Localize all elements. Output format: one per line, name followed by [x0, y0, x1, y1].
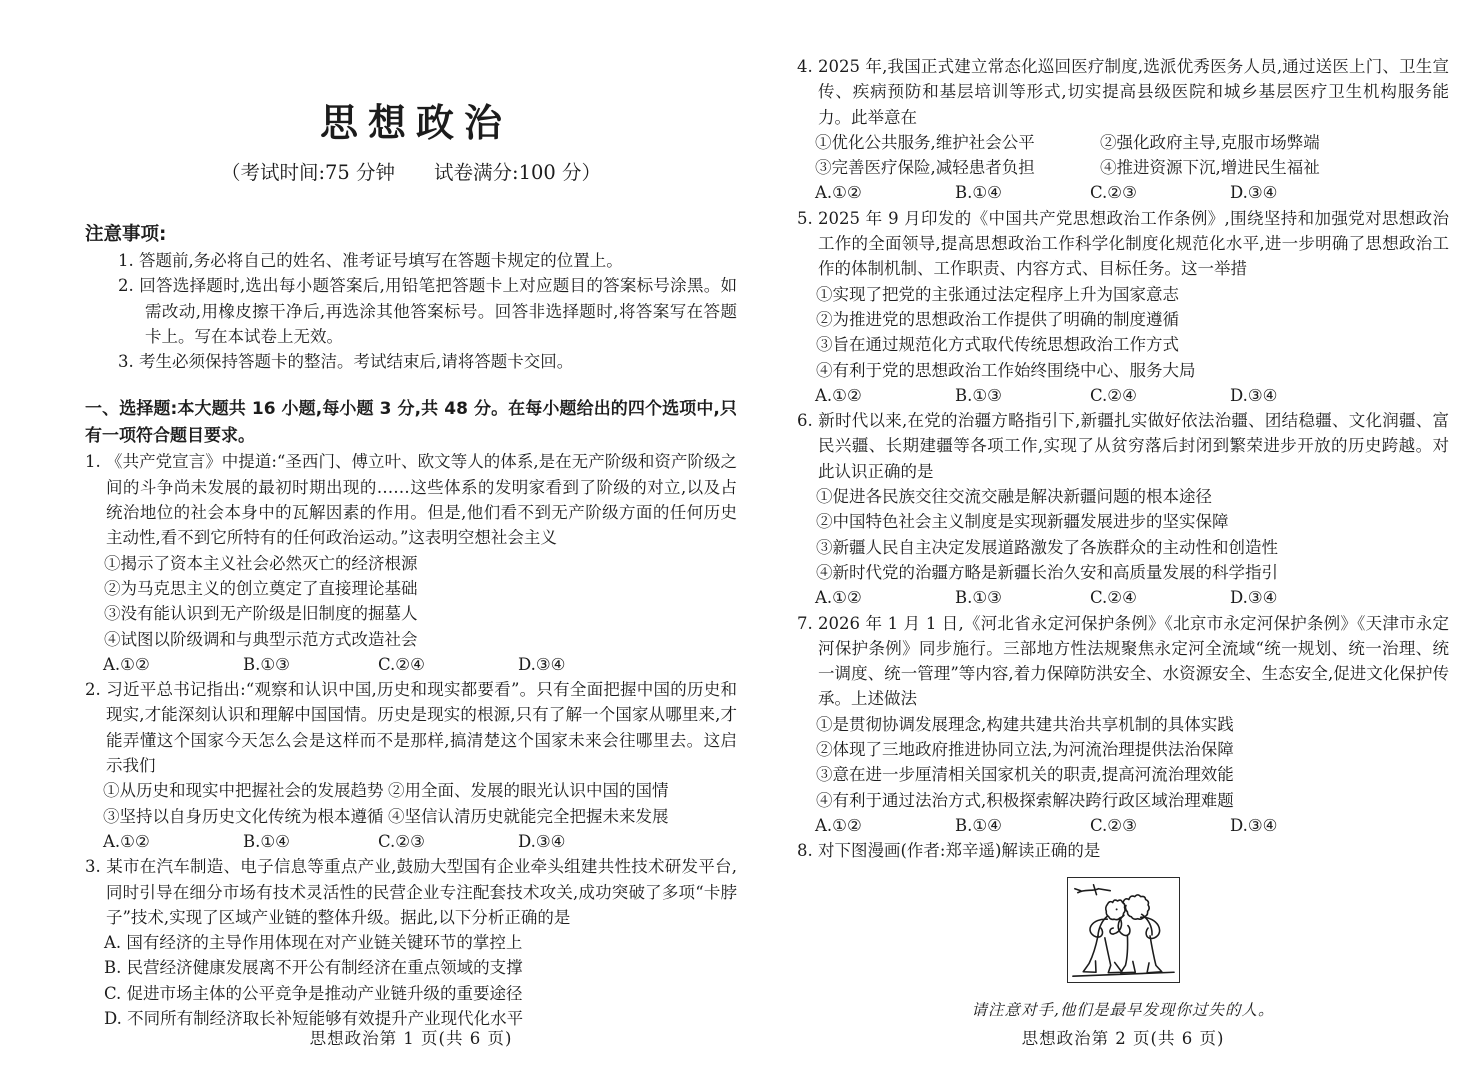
question-list-1 [85, 449, 737, 1031]
choice: D.③④ [1230, 588, 1278, 608]
option-item: ①促进各民族交往交流交融是解决新疆问题的根本途径 [816, 487, 1212, 507]
question-number: 8. [797, 841, 813, 861]
option-item: ②体现了三地政府推进协同立法,为河流治理提供法治保障 [816, 740, 1234, 760]
choice-row [85, 829, 737, 854]
choice: C.②③ [378, 831, 425, 851]
option-item: ②中国特色社会主义制度是实现新疆发展进步的坚实保障 [816, 512, 1229, 532]
page-title: 思想政治 [319, 101, 512, 145]
question-number: 7. [797, 613, 813, 633]
option-item-row [797, 155, 1449, 180]
question-stem: 7. 2026 年 1 月 1 日,《河北省永定河保护条例》《北京市永定河保护条例》《天津市永定河保护条例》同步施行。三部地方性法规聚焦永定河全流域“统一规划、统一治理、统一调度、统一管理”等内容,着力保障防洪安全、水资源安全、生态安全,促进文化保护传承。上述做法 [797, 611, 1449, 712]
fly-doodle [1074, 884, 1109, 894]
choice-row [797, 585, 1449, 610]
option-line: D. 不同所有制经济取长补短能够有效提升产业现代化水平 [104, 1009, 524, 1029]
page-footer-1: 思想政治第 1 页(共 6 页) [309, 1029, 513, 1048]
left-figure [1083, 900, 1125, 973]
choice: A.①② [815, 588, 862, 608]
section-heading: 一、选择题:本大题共 16 小题,每小题 3 分,共 48 分。在每小题给出的四个选项中,只有一项符合题目要求。 [85, 399, 737, 446]
choice: A.①② [103, 831, 150, 851]
option-item: ④试图以阶级调和与典型示范方式改造社会 [104, 629, 418, 649]
option-line: C. 促进市场主体的公平竞争是推动产业链升级的重要途径 [104, 983, 523, 1003]
option-item: ②用全面、发展的眼光认识中国的国情 [388, 781, 669, 801]
option-item: ④坚信认清历史就能完全把握未来发展 [388, 806, 669, 826]
choice-row [85, 652, 737, 677]
choice: C.②③ [1090, 183, 1137, 203]
question-list-2 [797, 54, 1449, 1023]
choice: B.①④ [955, 183, 1002, 203]
option-item: ③意在进一步厘清相关国家机关的职责,提高河流治理效能 [816, 765, 1234, 785]
option-line: A. 国有经济的主导作用体现在对产业链关键环节的掌控上 [104, 933, 523, 953]
question-stem: 5. 2025 年 9 月印发的《中国共产党思想政治工作条例》,围绕坚持和加强党对思想政治工作的全面领导,提高思想政治工作科学化制度化规范化水平,进一步明确了思想政治工作的体制机制、工作职责、内容方式、目标任务。这一举措 [797, 206, 1449, 282]
notice-item: 3. 考生必须保持答题卡的整洁。考试结束后,请将答题卡交回。 [118, 352, 574, 372]
notice-heading: 注意事项: [85, 224, 167, 245]
option-item: ③旨在通过规范化方式取代传统思想政治工作方式 [816, 335, 1179, 355]
option-item: ③没有能认识到无产阶级是旧制度的掘墓人 [104, 604, 418, 624]
option-item: ①是贯彻协调发展理念,构建共建共治共享机制的具体实践 [816, 714, 1234, 734]
cartoon-caption: 请注意对手,他们是最早发现你过失的人。 [971, 1000, 1275, 1019]
question [797, 838, 1449, 1023]
option-item: ④有利于通过法治方式,积极探索解决跨行政区域治理难题 [816, 790, 1234, 810]
question-number: 5. [797, 208, 813, 228]
option-item: ④推进资源下沉,增进民生福祉 [1100, 158, 1320, 178]
choice: C.②④ [1090, 385, 1137, 405]
question-number: 3. [85, 857, 101, 877]
choice: D.③④ [1230, 183, 1278, 203]
question-stem: 2. 习近平总书记指出:“观察和认识中国,历史和现实都要看”。只有全面把握中国的历史和现实,才能深刻认识和理解中国国情。历史是现实的根源,只有了解一个国家从哪里来,才能弄懂这个国家今天怎么会是这样而不是那样,搞清楚这个国家未来会往哪里去。这启示我们 [85, 677, 737, 778]
option-item: ②为推进党的思想政治工作提供了明确的制度遵循 [816, 309, 1179, 329]
choice: A.①② [815, 385, 862, 405]
choice: D.③④ [1230, 815, 1278, 835]
option-item: ①揭示了资本主义社会必然灭亡的经济根源 [104, 553, 418, 573]
question-stem: 8. 对下图漫画(作者:郑辛遥)解读正确的是 [797, 838, 1449, 863]
question-stem: 6. 新时代以来,在党的治疆方略指引下,新疆扎实做好依法治疆、团结稳疆、文化润疆、富民兴疆、长期建疆等各项工作,实现了从贫穷落后封闭到繁荣进步开放的历史跨越。对此认识正确的是 [797, 408, 1449, 484]
question [85, 449, 737, 677]
notice-list [85, 248, 737, 374]
notice-item: 1. 答题前,务必将自己的姓名、准考证号填写在答题卡规定的位置上。 [118, 251, 623, 270]
choice: A.①② [815, 815, 862, 835]
option-item-row [85, 778, 737, 803]
question-number: 6. [797, 411, 813, 431]
option-item: ④有利于党的思想政治工作始终围绕中心、服务大局 [816, 360, 1196, 380]
option-item: ①实现了把党的主张通过法定程序上升为国家意志 [816, 284, 1179, 304]
question [85, 854, 737, 1031]
choice: C.②③ [1090, 815, 1137, 835]
option-item: ③新疆人民自主决定发展道路激发了各族群众的主动性和创造性 [816, 537, 1278, 557]
option-item: ①优化公共服务,维护社会公平 [815, 132, 1035, 152]
option-line: B. 民营经济健康发展离不开公有制经济在重点领域的支撑 [104, 958, 523, 978]
question-number: 4. [797, 57, 813, 76]
choice: D.③④ [518, 831, 566, 851]
page-footer-2: 思想政治第 2 页(共 6 页) [1021, 1029, 1225, 1048]
choice: B.①④ [243, 831, 290, 851]
question-stem: 4. 2025 年,我国正式建立常态化巡回医疗制度,选派优秀医务人员,通过送医上门、卫生宣传、疾病预防和基层培训等形式,切实提高县级医院和城乡基层医疗卫生机构服务能力。此举意在 [797, 54, 1449, 130]
option-item: ③坚持以自身历史文化传统为根本遵循 [103, 806, 384, 826]
option-item-row [85, 804, 737, 829]
choice: D.③④ [1230, 385, 1278, 405]
option-item-row [797, 130, 1449, 155]
option-item: ④新时代党的治疆方略是新疆长治久安和高质量发展的科学指引 [816, 562, 1278, 582]
choice: C.②④ [378, 654, 425, 674]
question-number: 2. [85, 680, 101, 700]
cartoon-image [1067, 877, 1180, 983]
question-stem: 1. 《共产党宣言》中提道:“圣西门、傅立叶、欧文等人的体系,是在无产阶级和资产阶级之间的斗争尚未发展的最初时期出现的……这些体系的发明家看到了阶级的对立,以及占统治地位的社会本身中的瓦解因素的作用。但是,他们看不到无产阶级方面的任何历史主动性,看不到它所特有的任何政治运动。”这表明空想社会主义 [85, 449, 737, 550]
question [797, 206, 1449, 408]
page-2 [797, 0, 1449, 1081]
option-item: ②为马克思主义的创立奠定了直接理论基础 [104, 578, 418, 598]
choice-row [797, 813, 1449, 838]
choice-row [797, 180, 1449, 205]
question-stem: 3. 某市在汽车制造、电子信息等重点产业,鼓励大型国有企业牵头组建共性技术研发平台,同时引导在细分市场有技术灵活性的民营企业专注配套技术攻关,成功突破了多项“卡脖子”技术,实现了区域产业链的整体升级。据此,以下分析正确的是 [85, 854, 737, 930]
option-item: ②强化政府主导,克服市场弊端 [1100, 132, 1320, 152]
question-number: 1. [85, 452, 101, 472]
choice: B.①③ [955, 385, 1002, 405]
option-item: ③完善医疗保险,减轻患者负担 [815, 158, 1035, 178]
choice: C.②④ [1090, 588, 1137, 608]
exam-meta: （考试时间:75 分钟 试卷满分:100 分） [220, 161, 602, 184]
question [85, 677, 737, 854]
question [797, 408, 1449, 610]
choice-row [797, 383, 1449, 408]
page-1 [85, 0, 737, 1081]
option-item: ①从历史和现实中把握社会的发展趋势 [103, 781, 384, 801]
choice: A.①② [103, 654, 150, 674]
choice: A.①② [815, 183, 862, 203]
question [797, 54, 1449, 206]
choice: D.③④ [518, 654, 566, 674]
choice: B.①④ [955, 815, 1002, 835]
choice: B.①③ [955, 588, 1002, 608]
question [797, 611, 1449, 839]
cartoon-drawing [1068, 878, 1179, 982]
choice: B.①③ [243, 654, 290, 674]
notice-item: 2. 回答选择题时,选出每小题答案后,用铅笔把答题卡上对应题目的答案标号涂黑。如需改动,用橡皮擦干净后,再选涂其他答案标号。回答非选择题时,将答案写在答题卡上。写在本试卷上无效。 [118, 276, 737, 346]
